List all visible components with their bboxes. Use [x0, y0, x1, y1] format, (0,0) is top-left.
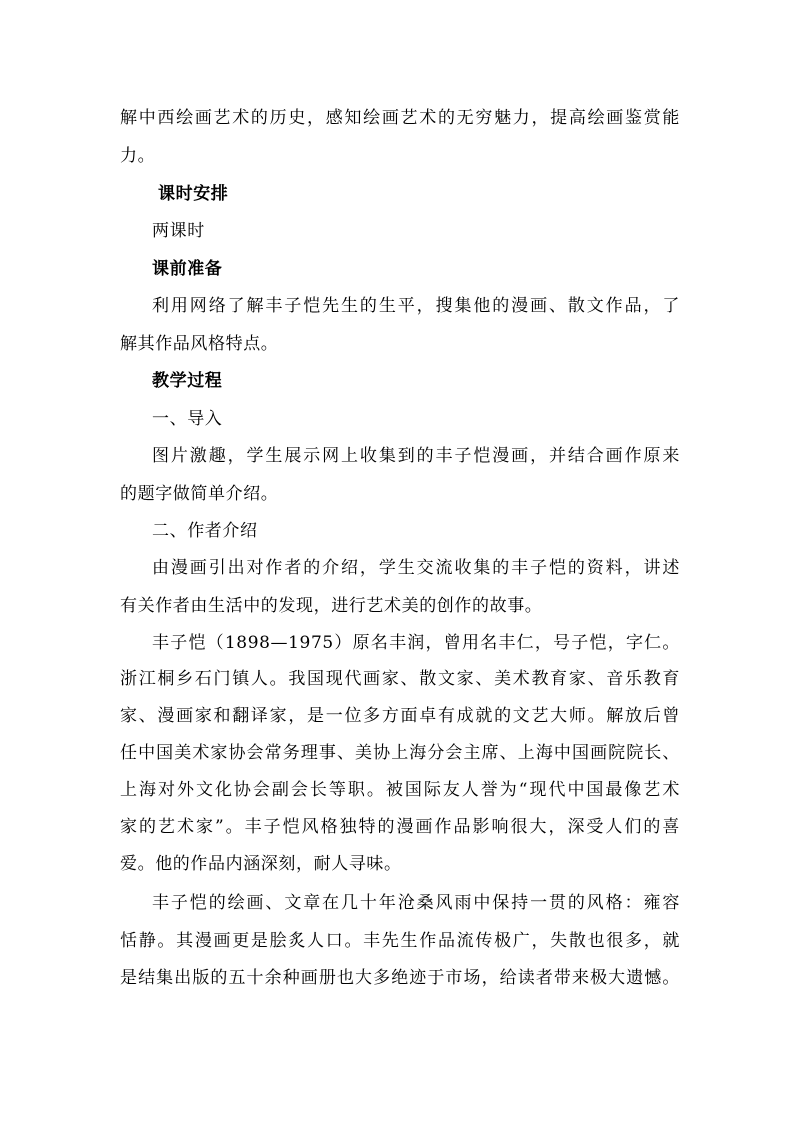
paragraph-line: 家的艺术家”。丰子恺风格独特的漫画作品影响很大，深受人们的喜	[120, 817, 680, 837]
paragraph-line: 力。	[120, 146, 156, 166]
paragraph-line: 的题字做简单介绍。	[120, 484, 279, 504]
section-heading: 课前准备	[152, 259, 223, 279]
paragraph-line: 丰子恺的绘画、文章在几十年沧桑风雨中保持一贯的风格：雍容	[152, 893, 680, 913]
paragraph-line: 家、漫画家和翻译家，是一位多方面卓有成就的文艺大师。解放后曾	[120, 706, 680, 726]
paragraph-line: 两课时	[152, 221, 205, 241]
paragraph-line: 恬静。其漫画更是脍炙人口。丰先生作品流传极广，失散也很多，就	[120, 931, 680, 951]
paragraph-line: 浙江桐乡石门镇人。我国现代画家、散文家、美术教育家、音乐教育	[120, 669, 680, 689]
paragraph-line: 图片激趣，学生展示网上收集到的丰子恺漫画，并结合画作原来	[152, 446, 680, 466]
paragraph-line: 由漫画引出对作者的介绍，学生交流收集的丰子恺的资料，讲述	[152, 558, 680, 578]
paragraph-line: 解其作品风格特点。	[120, 334, 279, 354]
paragraph-line: 解中西绘画艺术的历史，感知绘画艺术的无穷魅力，提高绘画鉴赏能	[120, 108, 680, 128]
section-heading: 课时安排	[158, 184, 229, 204]
paragraph-line: 利用网络了解丰子恺先生的生平，搜集他的漫画、散文作品，了	[152, 296, 680, 316]
section-heading: 教学过程	[152, 371, 223, 391]
paragraph-line: 上海对外文化协会副会长等职。被国际友人誉为“现代中国最像艺术	[120, 780, 680, 800]
paragraph-line: 爱。他的作品内涵深刻，耐人寻味。	[120, 854, 402, 874]
subsection-heading: 二、作者介绍	[152, 521, 258, 541]
paragraph-line: 丰子恺（1898—1975）原名丰润，曾用名丰仁，号子恺，字仁。	[152, 633, 680, 653]
subsection-heading: 一、导入	[152, 409, 223, 429]
paragraph-line: 任中国美术家协会常务理事、美协上海分会主席、上海中国画院院长、	[120, 743, 680, 763]
paragraph-line: 有关作者由生活中的发现，进行艺术美的创作的故事。	[120, 596, 543, 616]
paragraph-line: 是结集出版的五十余种画册也大多绝迹于市场，给读者带来极大遗憾。	[120, 968, 680, 988]
